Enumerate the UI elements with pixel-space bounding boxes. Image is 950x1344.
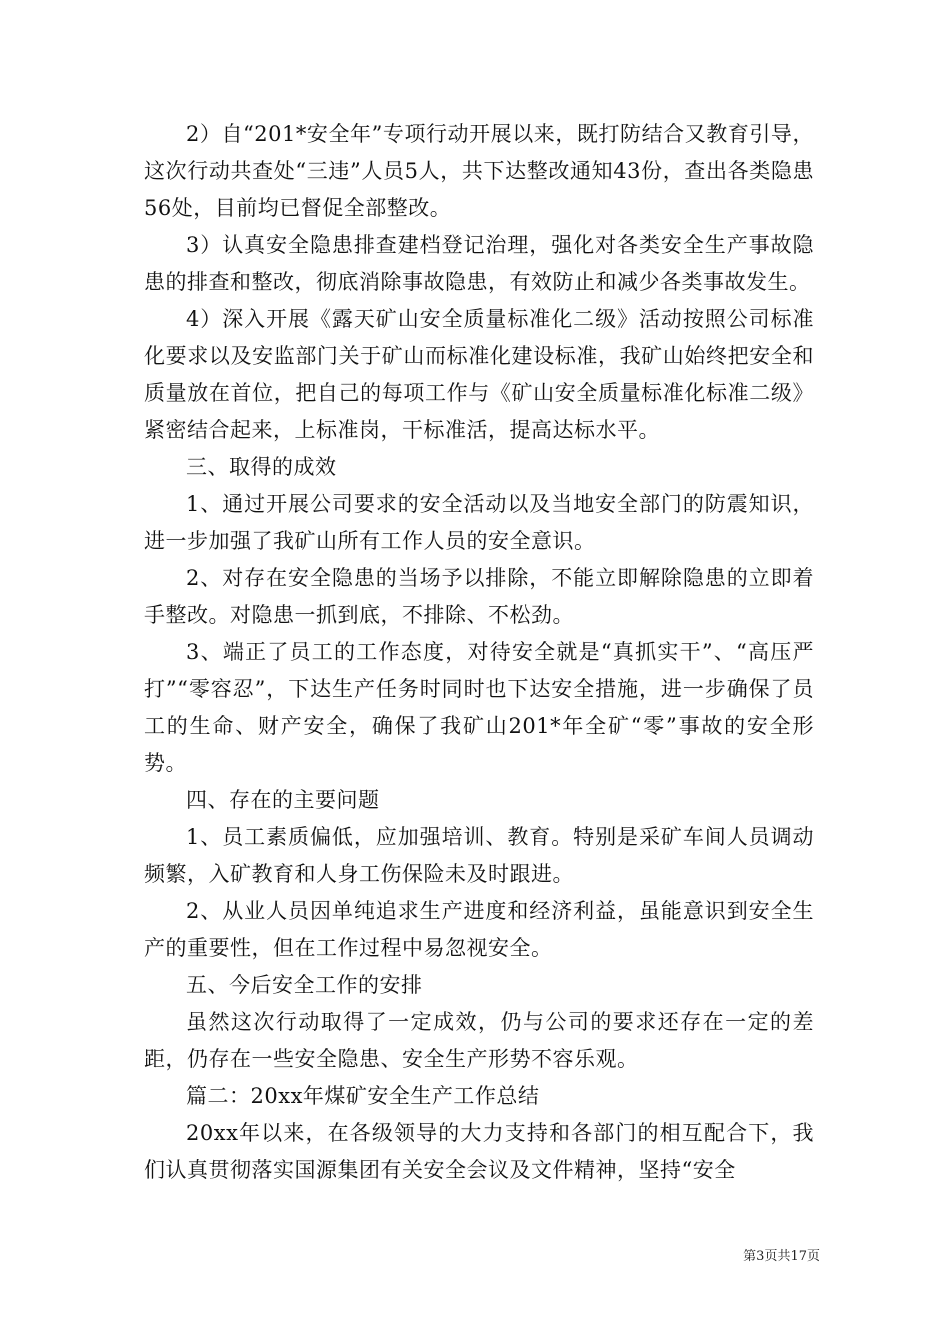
paragraph-item-3: 3）认真安全隐患排查建档登记治理，强化对各类安全生产事故隐患的排查和整改，彻底消除事故隐患，有效防止和减少各类事故发生。 [144,233,814,294]
page-number-footer: 第3页共17页 [743,1249,820,1264]
result-item-1: 1、通过开展公司要求的安全活动以及当地安全部门的防震知识，进一步加强了我矿山所有工作人员的安全意识。 [144,492,814,553]
chapter-two-title: 篇二：20xx年煤矿安全生产工作总结 [186,1084,540,1108]
document-body [144,116,814,1189]
section-heading-future-work: 五、今后安全工作的安排 [186,973,423,997]
problem-item-2: 2、从业人员因单纯追求生产进度和经济利益，虽能意识到安全生产的重要性，但在工作过程中易忽视安全。 [144,899,814,960]
result-item-3: 3、端正了员工的工作态度，对待安全就是“真抓实干”、“高压严打”“零容忍”，下达生产任务时同时也下达安全措施，进一步确保了员工的生命、财产安全，确保了我矿山201*年全矿“零”事故的安全形势。 [144,640,814,775]
result-item-2: 2、对存在安全隐患的当场予以排除，不能立即解除隐患的立即着手整改。对隐患一抓到底，不排除、不松劲。 [144,566,814,627]
future-work-paragraph: 虽然这次行动取得了一定成效，仍与公司的要求还存在一定的差距，仍存在一些安全隐患、安全生产形势不容乐观。 [144,1010,814,1071]
section-heading-problems: 四、存在的主要问题 [186,788,380,812]
section-heading-results: 三、取得的成效 [186,455,337,479]
problem-item-1: 1、员工素质偏低，应加强培训、教育。特别是采矿车间人员调动频繁，入矿教育和人身工伤保险未及时跟进。 [144,825,814,886]
paragraph-item-4: 4）深入开展《露天矿山安全质量标准化二级》活动按照公司标准化要求以及安监部门关于矿山而标准化建设标准，我矿山始终把安全和质量放在首位，把自己的每项工作与《矿山安全质量标准化标准二级》紧密结合起来，上标准岗，干标准活，提高达标水平。 [144,307,814,442]
paragraph-item-2: 2）自“201*安全年”专项行动开展以来，既打防结合又教育引导，这次行动共查处“三违”人员5人，共下达整改通知43份，查出各类隐患56处，目前均已督促全部整改。 [144,122,814,220]
chapter-two-intro: 20xx年以来，在各级领导的大力支持和各部门的相互配合下，我们认真贯彻落实国源集团有关安全会议及文件精神，坚持“安全 [144,1121,814,1182]
